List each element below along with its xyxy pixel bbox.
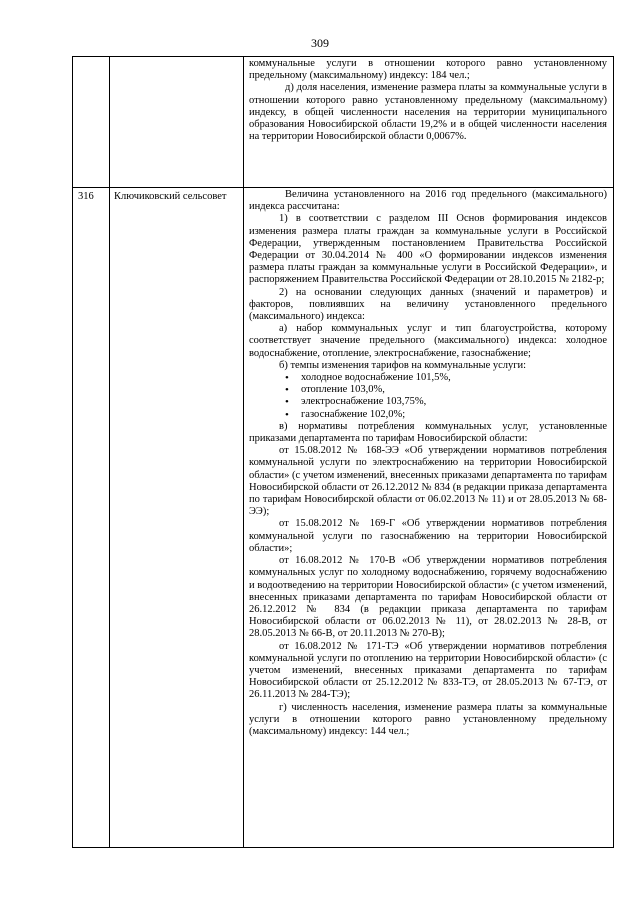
paragraph: б) темпы изменения тарифов на коммунальные услуги:: [279, 359, 527, 371]
row-number-cell: [73, 57, 110, 188]
paragraph: коммунальные услуги в отношении которого равно установленному предельному (максимальному) индексу: 184 чел.;: [249, 58, 607, 82]
paragraph: а) набор коммунальных услуг и тип благоустройства, которому соответствует значение предельного (максимального) индекса: холодное водоснабжение, отопление, электроснабжение, газоснабжение;: [249, 323, 607, 359]
tariff-list: [249, 372, 607, 421]
municipality-name-cell: [110, 57, 244, 188]
paragraph: от 15.08.2012 № 168-ЭЭ «Об утверждении нормативов потребления коммунальной услуги по электроснабжению на территории Новосибирской области» (с учетом изменений, внесенных приказами департамента по тарифам Новосибирской области от 26.12.2012 № 834 (в редакции приказа департамента по тарифам Новосибирской области от 06.02.2013 № 11) и от 28.05.2013 № 68-ЭЭ);: [249, 445, 607, 518]
list-item: • отопление 103,0%,: [249, 384, 607, 396]
list-item: • холодное водоснабжение 101,5%,: [249, 372, 607, 384]
calculation-description-cell: [244, 188, 614, 848]
paragraph: 1) в соответствии с разделом III Основ формирования индексов изменения размера платы граждан за коммунальные услуги в Российской Федерации, утвержденным постановлением Правительства Российской Федерации от 30.04.2014 № 400 «О формировании индексов изменения размера платы граждан за коммунальные услуги в Российской Федерации», и распоряжением Правительства Российской Федерации от 28.10.2015 № 2182-р;: [249, 213, 607, 286]
calculation-description-cell: [244, 57, 614, 188]
index-table: [72, 56, 614, 848]
paragraph: в) нормативы потребления коммунальных услуг, установленные приказами департамента по тарифам Новосибирской области:: [249, 420, 607, 445]
municipality-name-cell: Ключиковский сельсовет: [110, 188, 244, 848]
paragraph: г) численность населения, изменение размера платы за коммунальные услуги в отношении которого равно установленному предельному (максимальному) индексу: 144 чел.;: [249, 701, 607, 737]
paragraph: от 16.08.2012 № 170-В «Об утверждении нормативов потребления коммунальных услуг по холодному водоснабжению, горячему водоснабжению и водоотведению на территории Новосибирской области» (с учетом изменений, внесенных приказами департамента по тарифам Новосибирской области от 26.12.2012 № 834 (в редакции приказа департамента по тарифам Новосибирской области от 06.02.2013 № 11), от 28.02.2013 № 28-В, от 28.05.2013 № 66-В, от 20.11.2013 № 270-В);: [249, 555, 607, 640]
paragraph: 2) на основании следующих данных (значений и параметров) и факторов, повлиявших на величину установленного предельного (максимального) индекса:: [249, 286, 607, 323]
table-row: [73, 57, 614, 188]
paragraph: от 16.08.2012 № 171-ТЭ «Об утверждении нормативов потребления коммунальной услуги по отоплению на территории Новосибирской области» (с учетом изменений, внесенных приказами департамента по тарифам Новосибирской области от 25.12.2012 № 833-ТЭ, от 28.05.2013 № 67-ТЭ, от 26.11.2013 № 284-ТЭ);: [249, 640, 607, 701]
paragraph: от 15.08.2012 № 169-Г «Об утверждении нормативов потребления коммунальной услуги по газоснабжению на территории Новосибирской области»;: [249, 518, 607, 554]
table-row: [73, 188, 614, 848]
paragraph: д) доля населения, изменение размера платы за коммунальные услуги в отношении которого равно установленному предельному (максимальному) индексу, в общей численности населения на территории муниципального образования Новосибирской области 19,2% и в общей численности населения на территории Новосибирской области 0,0067%.: [249, 82, 607, 143]
list-item: • электроснабжение 103,75%,: [249, 396, 607, 408]
page-number: 309: [311, 36, 329, 50]
row-number-cell: 316: [73, 188, 110, 848]
list-item: • газоснабжение 102,0%;: [249, 409, 607, 421]
intro-paragraph: Величина установленного на 2016 год предельного (максимального) индекса рассчитана:: [249, 189, 607, 213]
